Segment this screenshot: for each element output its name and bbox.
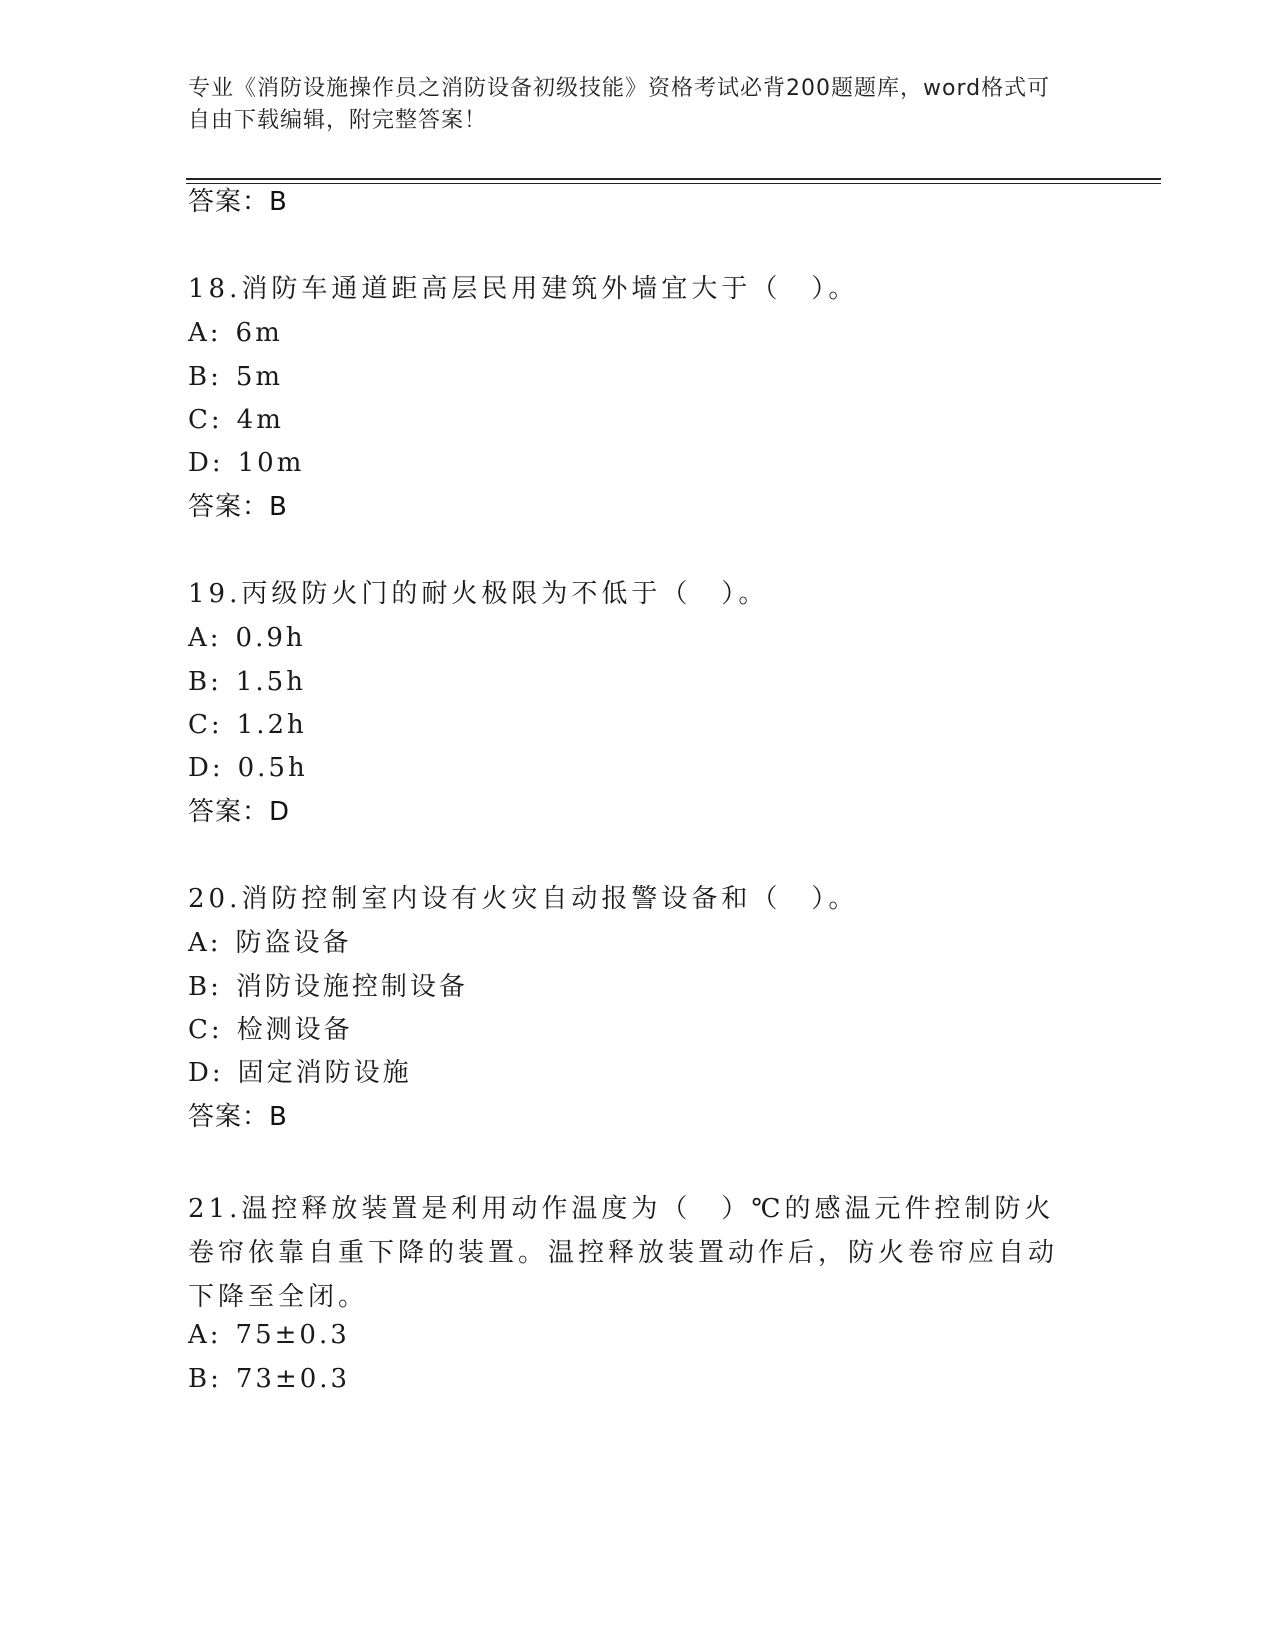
- header-divider-thin: [186, 183, 1161, 184]
- answer-prefix: 答案：: [188, 1102, 270, 1132]
- option-c: [188, 1013, 353, 1047]
- answer-value: B: [269, 1102, 288, 1132]
- option-c: [188, 403, 284, 437]
- question-text: 丙级防火门的耐火极限为不低于（ ）。: [241, 579, 769, 609]
- answer-value: D: [269, 797, 291, 827]
- document-header: 专业《消防设施操作员之消防设备初级技能》资格考试必背200题题库，word格式可自由下载编辑，附完整答案！: [188, 76, 1051, 133]
- option-letter: C:: [188, 1015, 223, 1045]
- option-a: [188, 926, 352, 960]
- option-b: [188, 1362, 350, 1396]
- option-b: [188, 360, 283, 394]
- option-text: 4m: [236, 405, 284, 435]
- option-a: [188, 621, 306, 655]
- question-text: 温控释放装置是利用动作温度为（ ）℃的感温元件控制防火卷帘依靠自重下降的装置。温控释放装置动作后，防火卷帘应自动下降至全闭。: [188, 1194, 1059, 1312]
- answer-value: B: [269, 492, 288, 522]
- question-number: 21.: [188, 1194, 242, 1224]
- answer-line: [188, 795, 290, 829]
- option-d: [188, 751, 308, 785]
- option-letter: D:: [188, 1058, 224, 1088]
- option-text: 1.5h: [235, 667, 306, 697]
- option-letter: A:: [188, 623, 222, 653]
- option-text: 10m: [237, 448, 305, 478]
- option-text: 固定消防设施: [237, 1058, 412, 1088]
- question-number: 18.: [188, 274, 242, 304]
- option-text: 73±0.3: [235, 1364, 351, 1394]
- option-letter: A:: [188, 928, 222, 958]
- option-letter: B:: [188, 972, 222, 1002]
- question-18: [188, 272, 1088, 306]
- option-letter: A:: [188, 318, 222, 348]
- option-text: 消防设施控制设备: [235, 972, 468, 1002]
- option-d: [188, 446, 304, 480]
- answer-line: [188, 1100, 288, 1134]
- question-number: 20.: [188, 884, 242, 914]
- option-letter: D:: [188, 753, 224, 783]
- option-text: 75±0.3: [235, 1320, 350, 1350]
- option-letter: A:: [188, 1320, 222, 1350]
- option-text: 0.9h: [235, 623, 306, 653]
- question-number: 19.: [188, 579, 242, 609]
- option-b: [188, 970, 468, 1004]
- question-21: [188, 1187, 1068, 1319]
- answer-prefix: 答案：: [188, 797, 270, 827]
- option-text: 检测设备: [236, 1015, 353, 1045]
- option-text: 5m: [235, 362, 284, 392]
- header-divider-thick: [186, 178, 1161, 180]
- option-c: [188, 708, 307, 742]
- option-letter: D:: [188, 448, 224, 478]
- option-letter: B:: [188, 667, 222, 697]
- option-a: [188, 316, 283, 350]
- question-text: 消防控制室内设有火灾自动报警设备和（ ）。: [241, 884, 859, 914]
- option-a: [188, 1318, 350, 1352]
- answer-line: [188, 490, 288, 524]
- answer-prefix: 答案：: [188, 492, 270, 522]
- option-text: 1.2h: [236, 710, 307, 740]
- option-text: 防盗设备: [235, 928, 352, 958]
- option-text: 0.5h: [237, 753, 308, 783]
- option-d: [188, 1056, 412, 1090]
- question-text: 消防车通道距高层民用建筑外墙宜大于（ ）。: [241, 274, 859, 304]
- question-19: [188, 577, 1088, 611]
- answer-line: [188, 185, 288, 219]
- answer-value: B: [269, 187, 288, 217]
- option-letter: B:: [188, 1364, 222, 1394]
- option-letter: B:: [188, 362, 222, 392]
- option-letter: C:: [188, 710, 223, 740]
- option-letter: C:: [188, 405, 223, 435]
- option-text: 6m: [235, 318, 283, 348]
- answer-prefix: 答案：: [188, 187, 270, 217]
- question-20: [188, 882, 1088, 916]
- option-b: [188, 665, 306, 699]
